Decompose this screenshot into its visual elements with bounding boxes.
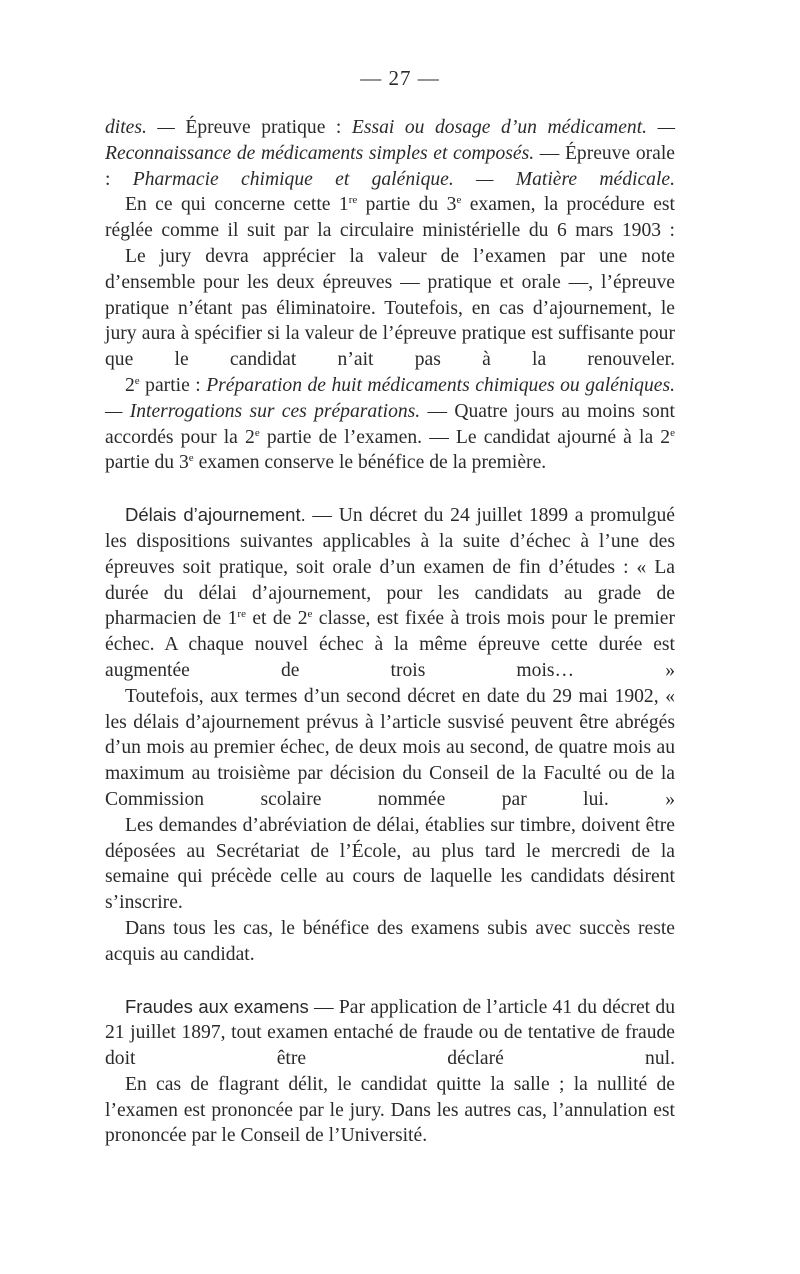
section-gap [105,476,675,502]
exam-part-two-paragraph: 2e partie : Préparation de huit médicaments chimiques ou galéniques. — Interrogations sur ces préparations. — Quatre jours au moins sont accordés pour la 2e partie de l’examen. — Le candidat ajourné à la 2e partie du 3e examen conserve le bénéfice de la première. [105,374,675,474]
page-body [105,115,675,1149]
adjournment-heading: Délais d’ajournement. [125,504,306,526]
abbreviation-requests-paragraph: Les demandes d’abréviation de délai, établies sur timbre, doivent être déposées au Secrétariat de l’École, au plus tard le mercredi de la semaine qui précède celle au cours de laquelle les candidats désirent s’inscrire. [105,814,675,914]
second-decree-paragraph: Toutefois, aux termes d’un second décret en date du 29 mai 1902, « les délais d’ajournement prévus à l’article susvisé peuvent être abrégés d’un mois au premier échec, de deux mois au second, de quatre mois au maximum au troisième par décision du Conseil de la Faculté ou de la Commission scolaire nommée par lui. » [105,685,675,810]
adjournment-section: Délais d’ajournement. — Un décret du 24 juillet 1899 a promulgué les dispositions suivantes applicables à la suite d’échec à l’une des épreuves soit pratique, soit orale d’un examen de fin d’études : « La durée du délai d’ajournement, pour les candidats au grade de pharmacien de 1re et de 2e classe, est fixée à trois mois pour le premier échec. A chaque nouvel échec à la même épreuve cette durée est augmentée de trois mois… » [105,504,675,681]
page-number: — 27 — [360,66,440,90]
procedure-paragraph: En ce qui concerne cette 1re partie du 3e examen, la procédure est réglée comme il suit par la circulaire ministérielle du 6 mars 1903 : [105,194,675,242]
section-gap [105,968,675,994]
fraud-section: Fraudes aux examens — Par application de l’article 41 du décret du 21 juillet 1897, tout examen entaché de fraude ou de tentative de fraude doit être déclaré nul. [105,995,675,1070]
exam-part-one-paragraph: dites. — Épreuve pratique : Essai ou dosage d’un médicament. — Reconnaissance de médicaments simples et composés. — Épreuve orale : Pharmacie chimique et galénique. — Matière médicale. [105,117,676,190]
fraud-heading: Fraudes aux examens [125,995,309,1017]
jury-paragraph: Le jury devra apprécier la valeur de l’examen par une note d’ensemble pour les deux épreuves — pratique et orale —, l’épreuve pratique n’étant pas éliminatoire. Toutefois, en cas d’ajournement, le jury aura à spécifier si la valeur de l’épreuve pratique est suffisante pour que le candidat n’ait pas à la renouveler. [105,245,675,371]
flagrant-offence-paragraph: En cas de flagrant délit, le candidat quitte la salle ; la nullité de l’examen est prononcée par le jury. Dans les autres cas, l’annulation est prononcée par le Conseil de l’Université. [105,1073,675,1147]
benefit-paragraph: Dans tous les cas, le bénéfice des examens subis avec succès reste acquis au candidat. [105,917,675,965]
